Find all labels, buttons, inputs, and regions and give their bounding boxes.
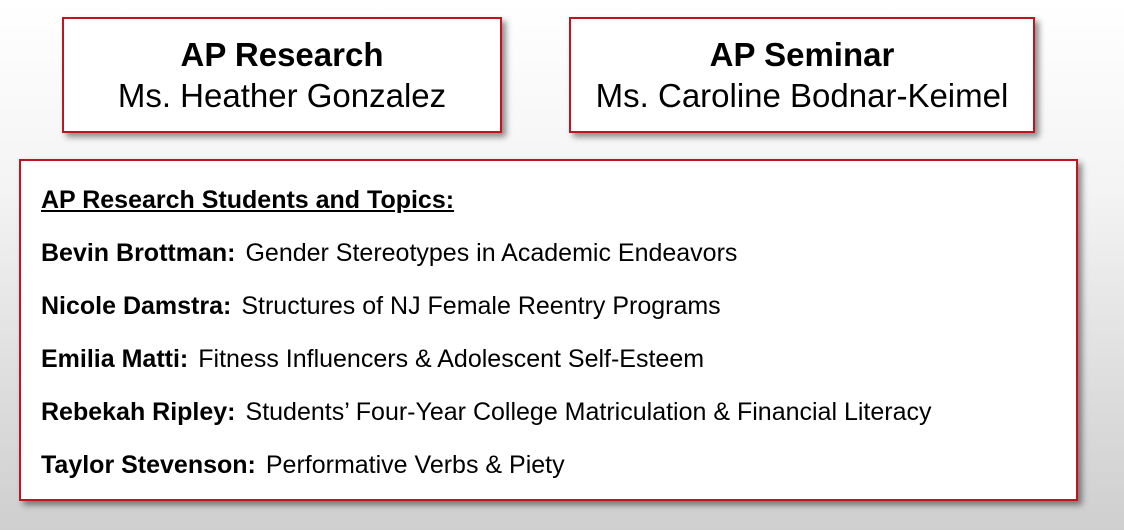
student-topic: Students’ Four-Year College Matriculation & Financial Literacy — [245, 398, 932, 426]
student-row — [41, 448, 1076, 482]
student-row — [41, 289, 1076, 323]
student-name: Emilia Matti: — [41, 345, 189, 373]
student-name: Bevin Brottman: — [41, 239, 236, 267]
student-row — [41, 342, 1076, 376]
student-topic: Structures of NJ Female Reentry Programs — [241, 292, 721, 320]
course-title: AP Seminar — [709, 35, 895, 73]
student-topic: Fitness Influencers & Adolescent Self-Esteem — [198, 345, 705, 373]
student-name: Nicole Damstra: — [41, 292, 232, 320]
teacher-name: Ms. Heather Gonzalez — [117, 76, 447, 114]
student-row — [41, 236, 1076, 270]
student-row — [41, 395, 1076, 429]
course-title: AP Research — [180, 35, 384, 73]
student-topic: Performative Verbs & Piety — [265, 451, 565, 479]
topics-heading: AP Research Students and Topics: — [41, 186, 455, 214]
students-topics-panel — [19, 159, 1078, 501]
student-topic: Gender Stereotypes in Academic Endeavors — [245, 239, 738, 267]
ap-research-card — [62, 17, 502, 133]
student-name: Taylor Stevenson: — [41, 451, 256, 479]
teacher-name: Ms. Caroline Bodnar-Keimel — [595, 76, 1009, 114]
student-name: Rebekah Ripley: — [41, 398, 236, 426]
ap-seminar-card — [569, 17, 1035, 133]
